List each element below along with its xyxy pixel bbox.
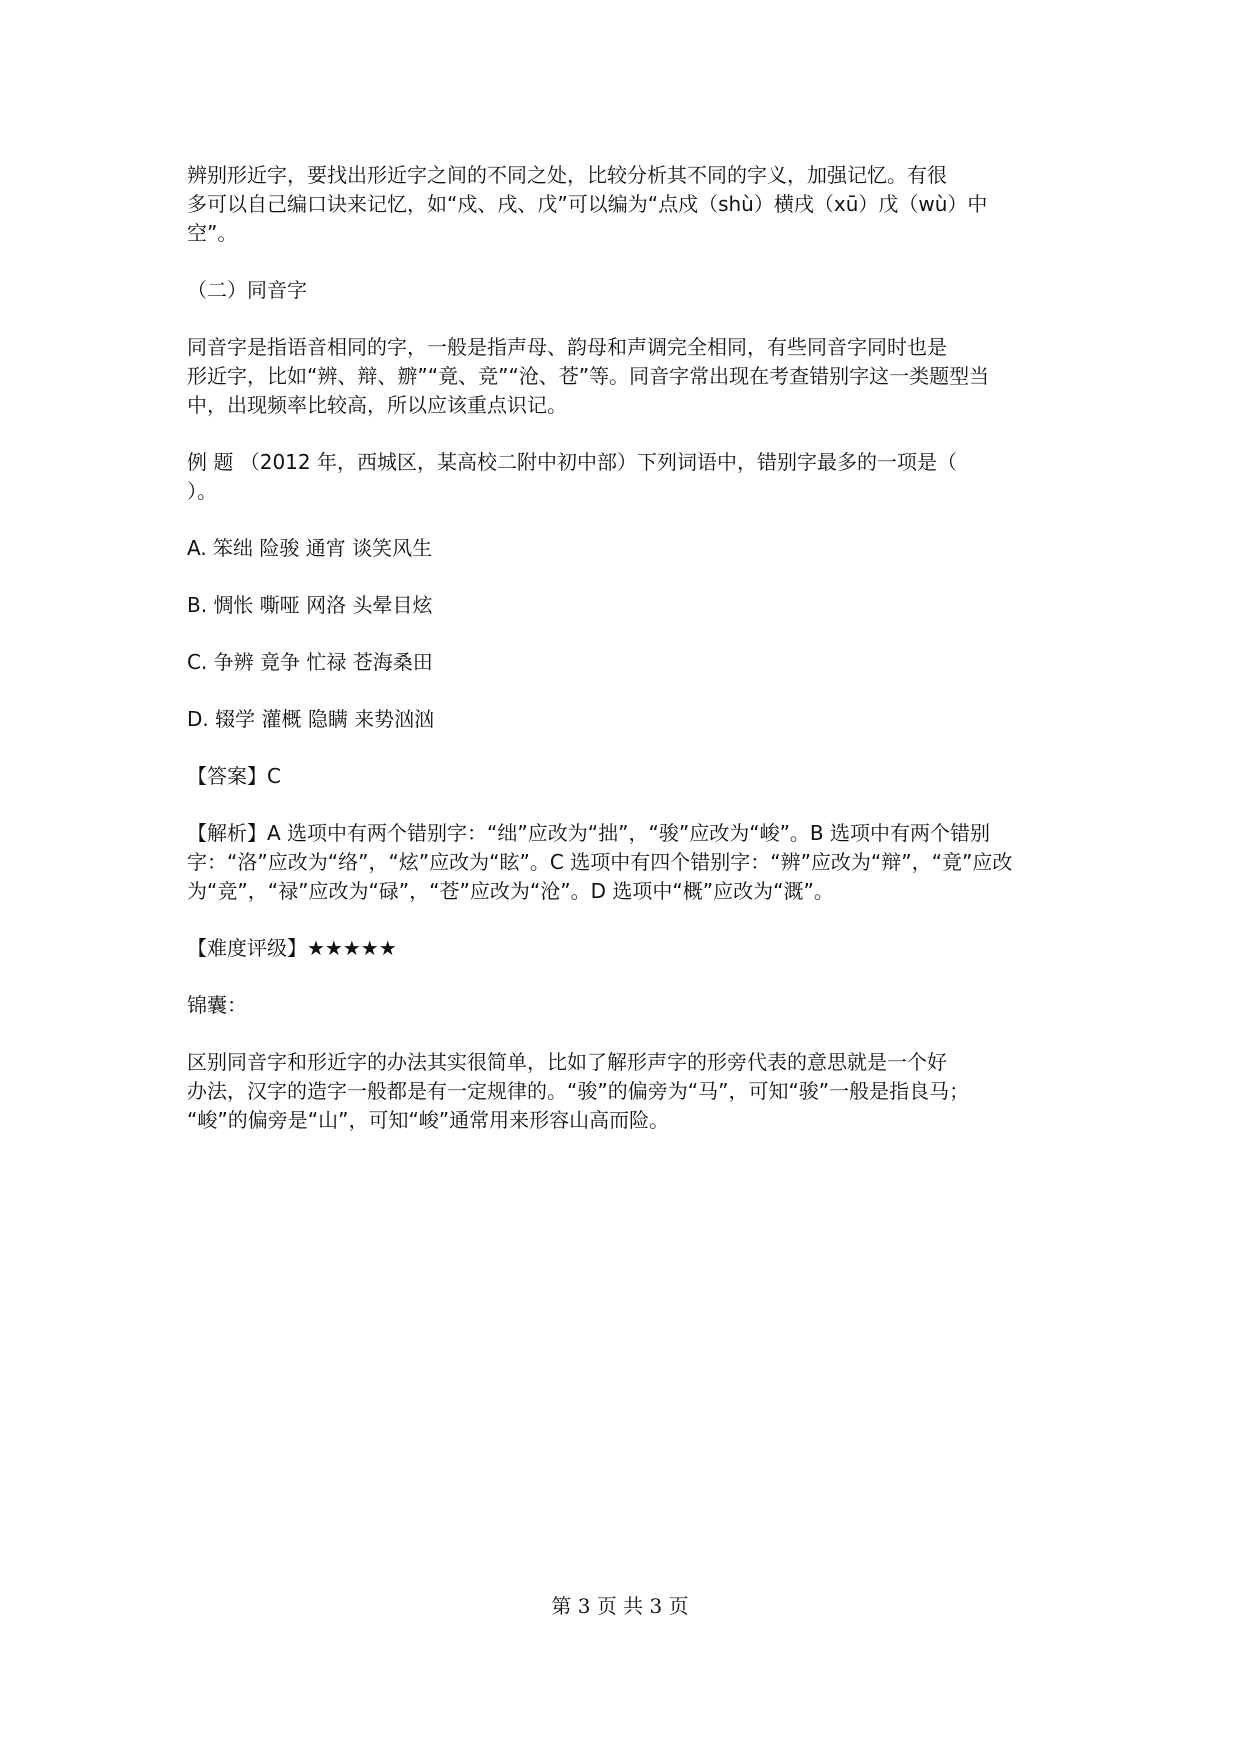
text-line: 【解析】A 选项中有两个错别字：“绌”应改为“拙”，“骏”应改为“峻”。B 选项中有两个错别	[187, 821, 991, 845]
difficulty-rating: 【难度评级】★★★★★	[187, 936, 397, 960]
answer: 【答案】C	[187, 764, 281, 788]
text-line: 例 题 （2012 年，西城区，某高校二附中初中部）下列词语中，错别字最多的一项是（	[187, 450, 957, 474]
tip-paragraph	[187, 1048, 1047, 1135]
option-c: C. 争辨 竟争 忙禄 苍海桑田	[187, 650, 433, 674]
page-content	[187, 161, 1047, 1163]
tip-label: 锦囊：	[187, 993, 247, 1017]
option-d: D. 辍学 灌概 隐瞒 来势汹汹	[187, 707, 435, 731]
paragraph-similar-characters	[187, 161, 1047, 248]
text-line: 中，出现频率比较高，所以应该重点识记。	[187, 393, 567, 417]
text-line: ）。	[187, 479, 217, 503]
text-line: 辨别形近字，要找出形近字之间的不同之处，比较分析其不同的字义，加强记忆。有很	[187, 163, 947, 187]
paragraph-homophones	[187, 333, 1047, 420]
text-line: 空”。	[187, 221, 238, 245]
text-line: “峻”的偏旁是“山”，可知“峻”通常用来形容山高而险。	[187, 1108, 670, 1132]
text-line: 区别同音字和形近字的办法其实很简单，比如了解形声字的形旁代表的意思就是一个好	[187, 1050, 947, 1074]
text-line: 多可以自己编口诀来记忆，如“戍、戌、戊”可以编为“点戍（shù）横戌（xū）戊（wù）中	[187, 192, 988, 216]
text-line: 办法，汉字的造字一般都是有一定规律的。“骏”的偏旁为“马”，可知“骏”一般是指良马；	[187, 1079, 970, 1103]
page-number-footer: 第 3 页 共 3 页	[551, 1594, 689, 1618]
text-line: 形近字，比如“辨、辩、辧”“竟、竞”“沧、苍”等。同音字常出现在考查错别字这一类题型当	[187, 364, 990, 388]
option-b: B. 惆怅 嘶哑 网洛 头晕目炫	[187, 593, 433, 617]
analysis	[187, 819, 1047, 906]
option-a: A. 笨绌 险骏 通宵 谈笑风生	[187, 536, 433, 560]
section-heading: （二）同音字	[187, 278, 307, 302]
text-line: 为“竞”，“禄”应改为“碌”，“苍”应改为“沧”。D 选项中“概”应改为“溉”。	[187, 879, 834, 903]
text-line: 字：“洛”应改为“络”，“炫”应改为“眩”。C 选项中有四个错别字：“辨”应改为“辩”，“竟”应改	[187, 850, 1013, 874]
text-line: 同音字是指语音相同的字，一般是指声母、韵母和声调完全相同，有些同音字同时也是	[187, 335, 947, 359]
example-question	[187, 448, 1047, 506]
